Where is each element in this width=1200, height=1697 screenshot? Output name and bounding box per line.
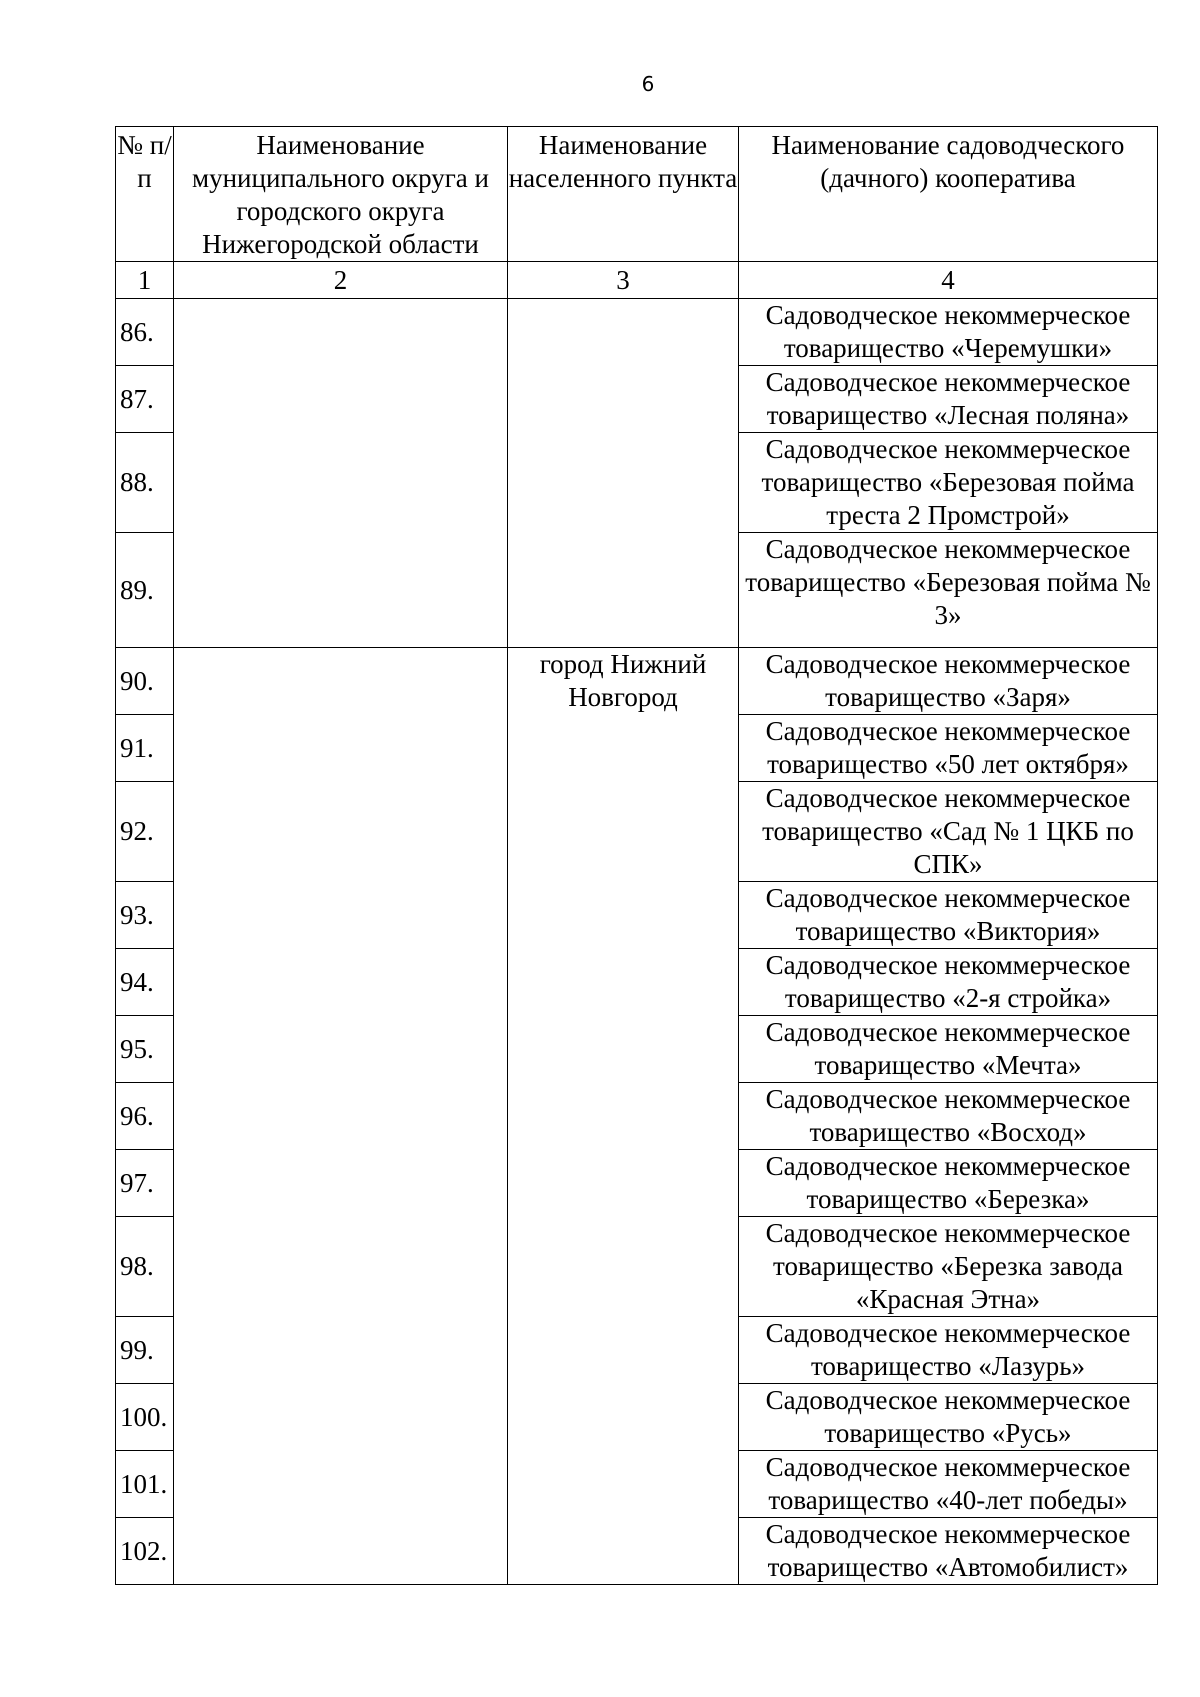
page-number: 6	[641, 72, 655, 96]
row-number: 94.	[116, 949, 174, 1016]
header-district: Наименование муниципального округа и городского округа Нижегородской области	[174, 127, 508, 262]
cooperative-name: Садоводческое некоммерческое товарищество «40-лет победы»	[739, 1451, 1158, 1518]
row-number: 101.	[116, 1451, 174, 1518]
column-number: 4	[739, 262, 1158, 299]
cooperative-name: Садоводческое некоммерческое товарищество «Сад № 1 ЦКБ по СПК»	[739, 782, 1158, 882]
row-number: 102.	[116, 1518, 174, 1585]
row-number: 97.	[116, 1150, 174, 1217]
row-number: 88.	[116, 433, 174, 533]
row-number: 98.	[116, 1217, 174, 1317]
cooperative-name: Садоводческое некоммерческое товарищество «Лазурь»	[739, 1317, 1158, 1384]
header-number: № п/п	[116, 127, 174, 262]
cooperative-name: Садоводческое некоммерческое товарищество «Заря»	[739, 648, 1158, 715]
header-locality: Наименование населенного пункта	[508, 127, 739, 262]
row-number: 99.	[116, 1317, 174, 1384]
row-number: 96.	[116, 1083, 174, 1150]
column-number-row	[116, 262, 1158, 299]
district-cell	[174, 648, 508, 1585]
row-number: 91.	[116, 715, 174, 782]
table-header-row	[116, 127, 1158, 262]
row-number: 93.	[116, 882, 174, 949]
row-number: 100.	[116, 1384, 174, 1451]
row-number: 90.	[116, 648, 174, 715]
cooperative-name: Садоводческое некоммерческое товарищество «Восход»	[739, 1083, 1158, 1150]
cooperative-name: Садоводческое некоммерческое товарищество «Лесная поляна»	[739, 366, 1158, 433]
row-number: 92.	[116, 782, 174, 882]
row-number: 89.	[116, 533, 174, 648]
locality-cell: город Нижний Новгород	[508, 648, 739, 1585]
table-row	[116, 299, 1158, 366]
column-number: 3	[508, 262, 739, 299]
column-number: 1	[116, 262, 174, 299]
header-cooperative: Наименование садоводческого (дачного) кооператива	[739, 127, 1158, 262]
cooperatives-table	[115, 126, 1158, 1585]
cooperative-name: Садоводческое некоммерческое товарищество «50 лет октября»	[739, 715, 1158, 782]
cooperative-name: Садоводческое некоммерческое товарищество «Березка»	[739, 1150, 1158, 1217]
cooperative-name: Садоводческое некоммерческое товарищество «Виктория»	[739, 882, 1158, 949]
cooperative-name: Садоводческое некоммерческое товарищество «Березовая пойма треста 2 Промстрой»	[739, 433, 1158, 533]
table-row	[116, 648, 1158, 715]
row-number: 87.	[116, 366, 174, 433]
row-number: 86.	[116, 299, 174, 366]
cooperative-name: Садоводческое некоммерческое товарищество «Мечта»	[739, 1016, 1158, 1083]
cooperative-name: Садоводческое некоммерческое товарищество «Березовая пойма № 3»	[739, 533, 1158, 648]
column-number: 2	[174, 262, 508, 299]
district-cell	[174, 299, 508, 648]
row-number: 95.	[116, 1016, 174, 1083]
cooperative-name: Садоводческое некоммерческое товарищество «Черемушки»	[739, 299, 1158, 366]
cooperative-name: Садоводческое некоммерческое товарищество «Березка завода «Красная Этна»	[739, 1217, 1158, 1317]
locality-cell	[508, 299, 739, 648]
cooperative-name: Садоводческое некоммерческое товарищество «2-я стройка»	[739, 949, 1158, 1016]
cooperative-name: Садоводческое некоммерческое товарищество «Русь»	[739, 1384, 1158, 1451]
cooperative-name: Садоводческое некоммерческое товарищество «Автомобилист»	[739, 1518, 1158, 1585]
